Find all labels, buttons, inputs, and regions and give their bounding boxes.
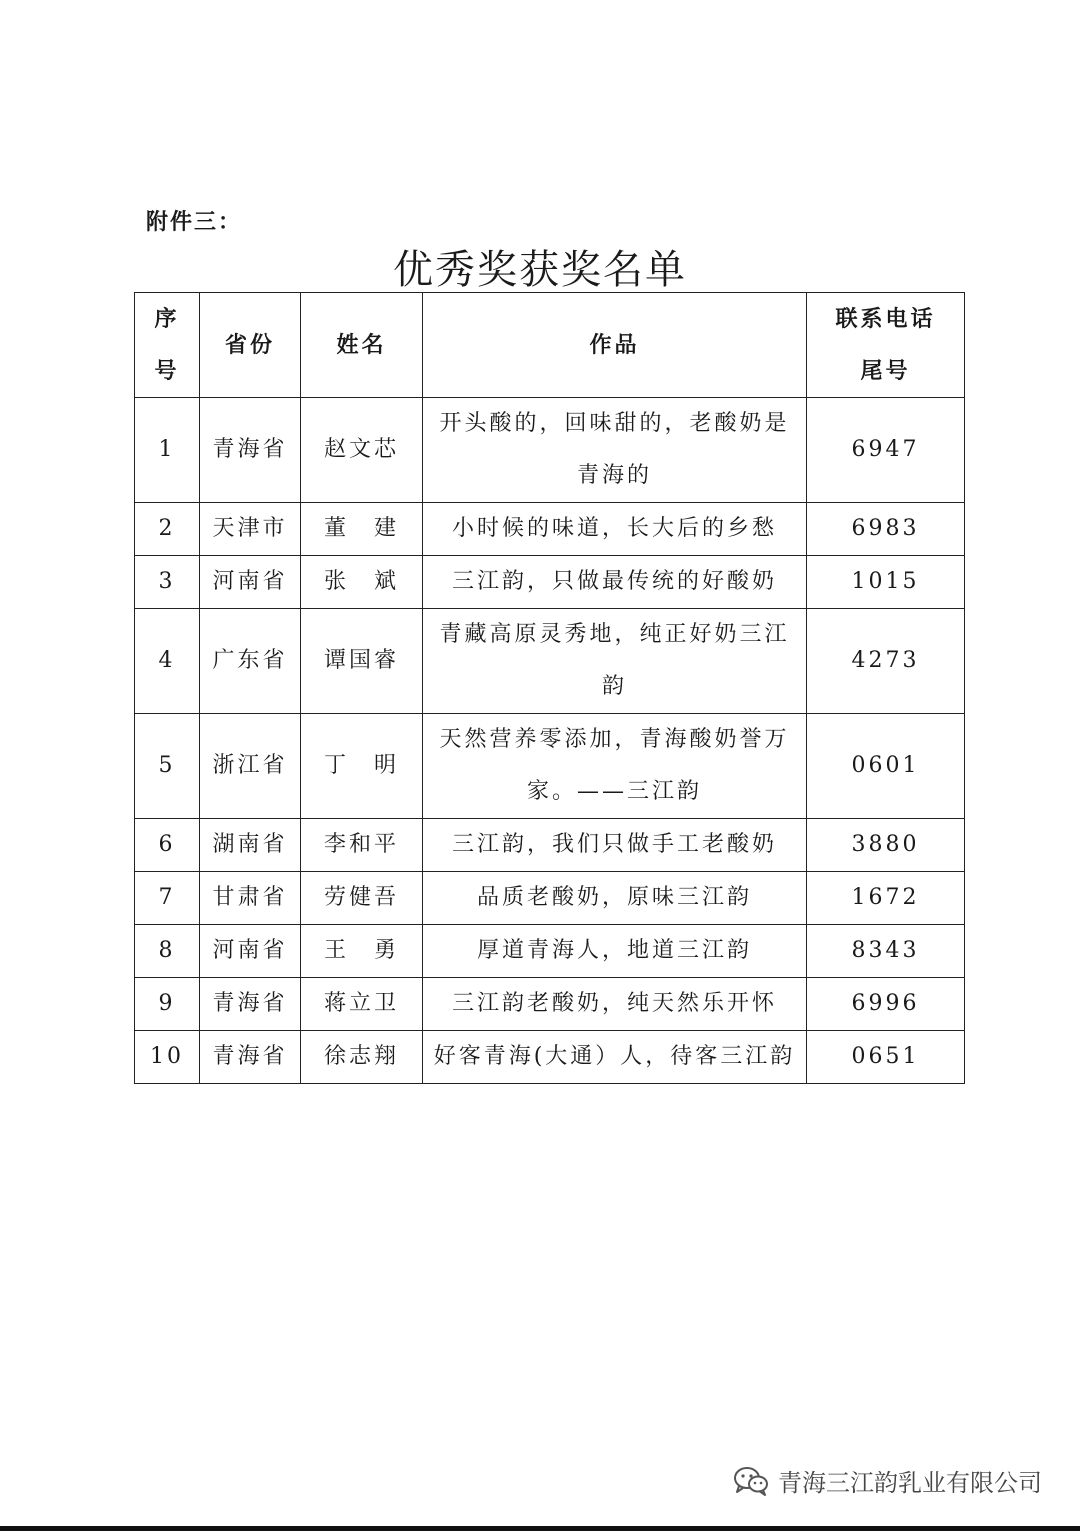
cell-index: 9	[135, 978, 200, 1031]
cell-work-line2: 韵	[601, 674, 627, 699]
table-row	[135, 819, 965, 872]
cell-index: 7	[135, 872, 200, 925]
cell-province: 河南省	[200, 925, 301, 978]
cell-work	[423, 819, 807, 872]
cell-name: 赵文芯	[301, 398, 423, 503]
cell-index: 4	[135, 609, 200, 714]
cell-work-line1: 天然营养零添加，青海酸奶誉万	[439, 727, 790, 752]
cell-province: 湖南省	[200, 819, 301, 872]
cell-phone: 0651	[807, 1031, 965, 1084]
header-province: 省份	[200, 293, 301, 398]
table-row	[135, 556, 965, 609]
cell-phone: 0601	[807, 714, 965, 819]
header-phone	[807, 293, 965, 398]
cell-name: 丁 明	[301, 714, 423, 819]
cell-work-line1: 青藏高原灵秀地，纯正好奶三江	[439, 622, 790, 647]
table-header-row	[135, 293, 965, 398]
cell-work-line1: 开头酸的，回味甜的，老酸奶是	[439, 411, 790, 436]
cell-work-line1: 三江韵，只做最传统的好酸奶	[451, 569, 777, 594]
cell-province: 甘肃省	[200, 872, 301, 925]
cell-phone: 1672	[807, 872, 965, 925]
cell-work	[423, 1031, 807, 1084]
cell-name: 王 勇	[301, 925, 423, 978]
cell-work	[423, 609, 807, 714]
cell-index: 6	[135, 819, 200, 872]
header-index-line2: 号	[154, 358, 180, 384]
cell-phone: 6996	[807, 978, 965, 1031]
cell-phone: 6947	[807, 398, 965, 503]
cell-work	[423, 503, 807, 556]
cell-work-line1: 厚道青海人，地道三江韵	[476, 938, 752, 963]
table-row	[135, 398, 965, 503]
cell-work-line1: 三江韵，我们只做手工老酸奶	[451, 832, 777, 857]
cell-work	[423, 398, 807, 503]
cell-name: 李和平	[301, 819, 423, 872]
page-title: 优秀奖获奖名单	[393, 247, 687, 293]
cell-work	[423, 925, 807, 978]
header-name: 姓名	[301, 293, 423, 398]
table-row	[135, 872, 965, 925]
cell-phone: 3880	[807, 819, 965, 872]
header-work: 作品	[423, 293, 807, 398]
cell-work-line1: 品质老酸奶，原味三江韵	[476, 885, 752, 910]
table-row	[135, 609, 965, 714]
cell-index: 5	[135, 714, 200, 819]
cell-province: 河南省	[200, 556, 301, 609]
cell-work	[423, 556, 807, 609]
table-row	[135, 503, 965, 556]
cell-index: 1	[135, 398, 200, 503]
cell-province: 青海省	[200, 978, 301, 1031]
cell-province: 浙江省	[200, 714, 301, 819]
cell-phone: 1015	[807, 556, 965, 609]
cell-work-line1: 三江韵老酸奶，纯天然乐开怀	[451, 991, 777, 1016]
cell-name: 张 斌	[301, 556, 423, 609]
header-phone-line1: 联系电话	[835, 306, 936, 332]
cell-index: 8	[135, 925, 200, 978]
cell-province: 广东省	[200, 609, 301, 714]
cell-phone: 6983	[807, 503, 965, 556]
cell-phone: 8343	[807, 925, 965, 978]
table-row	[135, 978, 965, 1031]
cell-index: 2	[135, 503, 200, 556]
cell-province: 青海省	[200, 398, 301, 503]
cell-work-line2: 青海的	[576, 463, 652, 488]
cell-work-line1: 小时候的味道，长大后的乡愁	[451, 516, 777, 541]
cell-work	[423, 978, 807, 1031]
cell-name: 徐志翔	[301, 1031, 423, 1084]
cell-work	[423, 872, 807, 925]
cell-work	[423, 714, 807, 819]
table-row	[135, 1031, 965, 1084]
cell-name: 蒋立卫	[301, 978, 423, 1031]
cell-index: 10	[135, 1031, 200, 1084]
awards-table	[134, 292, 965, 1084]
header-index	[135, 293, 200, 398]
header-index-line1: 序	[154, 306, 180, 332]
bottom-bar	[0, 1526, 1080, 1531]
cell-work-line2: 家。——三江韵	[526, 779, 702, 804]
cell-phone: 4273	[807, 609, 965, 714]
attachment-label: 附件三：	[146, 209, 243, 235]
cell-work-line1: 好客青海(大通）人，待客三江韵	[433, 1044, 796, 1069]
table-row	[135, 714, 965, 819]
wechat-icon	[732, 1465, 770, 1497]
cell-province: 青海省	[200, 1031, 301, 1084]
cell-name: 董 建	[301, 503, 423, 556]
footer-company-name: 青海三江韵乳业有限公司	[778, 1469, 1042, 1497]
cell-name: 谭国睿	[301, 609, 423, 714]
cell-province: 天津市	[200, 503, 301, 556]
cell-name: 劳健吾	[301, 872, 423, 925]
footer-watermark	[732, 1463, 1042, 1498]
table-row	[135, 925, 965, 978]
header-phone-line2: 尾号	[860, 358, 911, 384]
cell-index: 3	[135, 556, 200, 609]
